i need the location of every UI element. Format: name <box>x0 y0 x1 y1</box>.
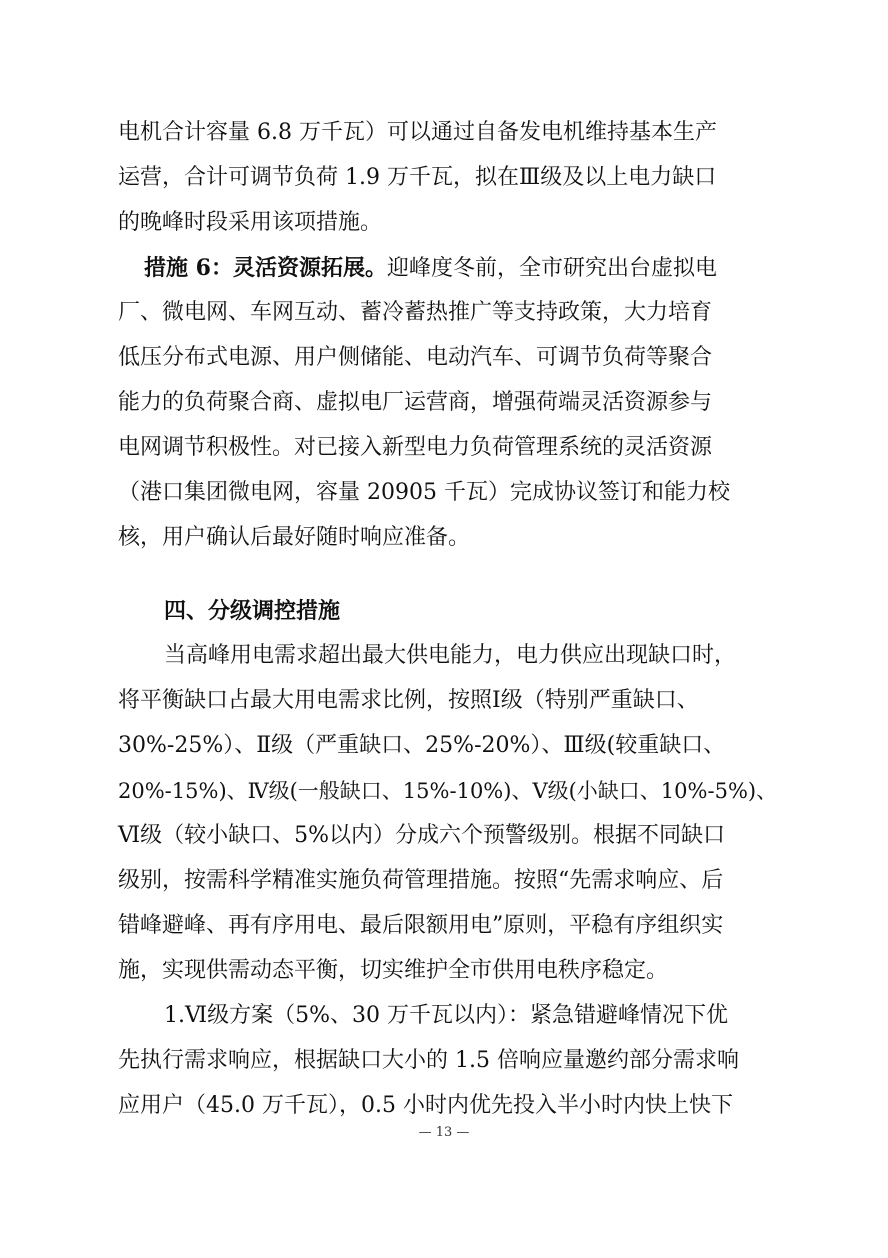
text-line: 核，用户确认后最好随时响应准备。 <box>118 525 471 550</box>
text-line: 错峰避峰、再有序用电、最后限额用电”原则，平稳有序组织实 <box>118 913 724 938</box>
text-line: 级别，按需科学精准实施负荷管理措施。按照“先需求响应、后 <box>118 868 724 893</box>
text-line: 先执行需求响应，根据缺口大小的 1.5 倍响应量邀约部分需求响 <box>118 1048 739 1073</box>
text-line: 厂、微电网、车网互动、蓄冷蓄热推广等支持政策，大力培育 <box>118 300 713 325</box>
page-number: — 13 — <box>418 1125 470 1140</box>
measure-6-text: 迎峰度冬前，全市研究出台虚拟电 <box>386 256 717 281</box>
text-line: 当高峰用电需求超出最大供电能力，电力供应出现缺口时， <box>164 643 737 668</box>
text-line: 施，实现供需动态平衡，切实维护全市供用电秩序稳定。 <box>118 958 669 983</box>
text-line: 能力的负荷聚合商、虚拟电厂运营商，增强荷端灵活资源参与 <box>118 390 713 415</box>
text-line: 的晚峰时段采用该项措施。 <box>118 210 383 235</box>
text-line: （港口集团微电网，容量 20905 千瓦）完成协议签订和能力校 <box>118 480 730 505</box>
measure-6-title: 措施 6：灵活资源拓展。 <box>144 255 387 281</box>
text-line: 低压分布式电源、用户侧储能、电动汽车、可调节负荷等聚合 <box>118 345 713 370</box>
text-line: 电机合计容量 6.8 万千瓦）可以通过自备发电机维持基本生产 <box>118 120 717 145</box>
text-line: 20%-15%)、Ⅳ级(一般缺口、15%-10%)、Ⅴ级(小缺口、10%-5%)、 <box>118 779 778 803</box>
text-line: 电网调节积极性。对已接入新型电力负荷管理系统的灵活资源 <box>118 435 713 460</box>
text-line: Ⅵ级（较小缺口、5%以内）分成六个预警级别。根据不同缺口 <box>118 823 726 848</box>
text-line: 1.Ⅵ级方案（5%、30 万千瓦以内）：紧急错避峰情况下优 <box>164 1003 729 1028</box>
text-line: 应用户（45.0 万千瓦），0.5 小时内优先投入半小时内快上快下 <box>118 1093 733 1118</box>
text-line: 将平衡缺口占最大用电需求比例，按照Ⅰ级（特别严重缺口、 <box>118 688 699 713</box>
text-line: 30%-25%）、Ⅱ级（严重缺口、25%-20%）、Ⅲ级(较重缺口、 <box>118 733 726 758</box>
text-line: 运营，合计可调节负荷 1.9 万千瓦，拟在Ⅲ级及以上电力缺口 <box>118 165 717 190</box>
measure-6-line <box>144 253 796 283</box>
section-heading: 四、分级调控措施 <box>164 598 341 624</box>
